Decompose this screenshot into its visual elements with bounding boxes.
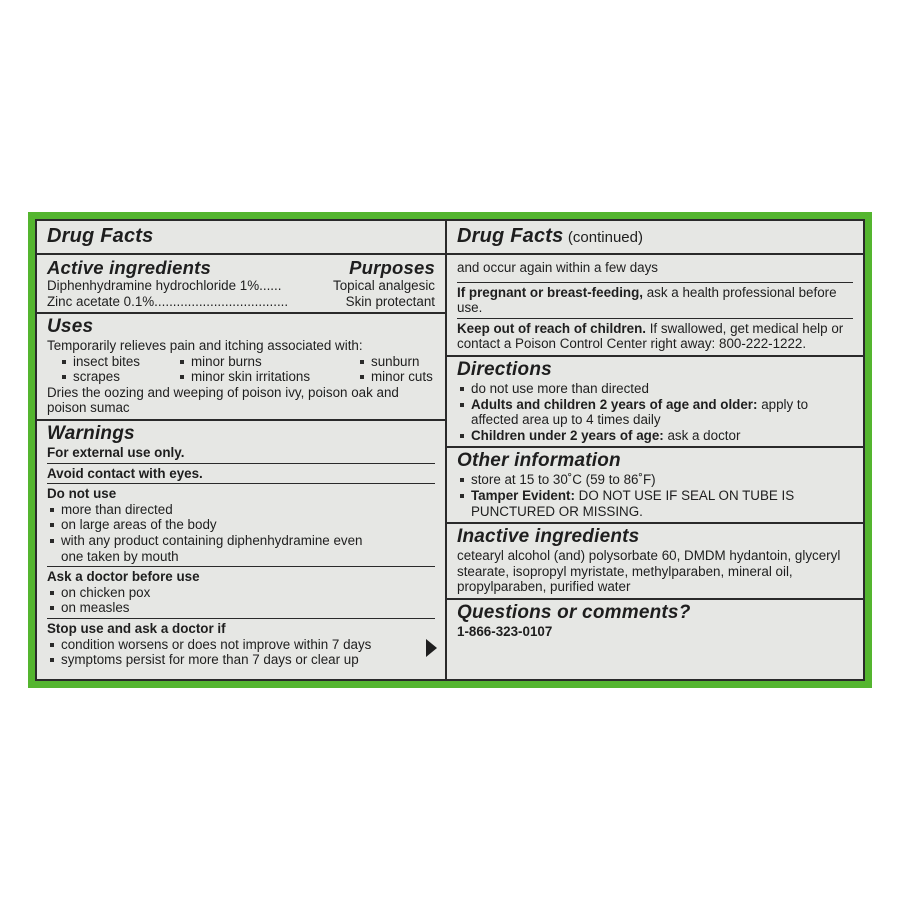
warning-item: on chicken pox bbox=[47, 585, 435, 601]
direction-item: Children under 2 years of age: ask a doctor bbox=[457, 428, 853, 444]
drug-facts-panel-left bbox=[35, 219, 447, 681]
children-warning: Keep out of reach of children. If swallowed, get medical help or contact a Poison Control Center right away: 800-222-1222. bbox=[457, 318, 853, 355]
drug-facts-panel-right bbox=[445, 219, 865, 681]
ask-doctor-group bbox=[47, 566, 435, 616]
other-information-section bbox=[447, 448, 863, 524]
warning-item: condition worsens or does not improve within 7 days bbox=[47, 637, 435, 653]
directions-section bbox=[447, 357, 863, 448]
active-ingredient-row: Diphenhydramine hydrochloride 1%...... Topical analgesic bbox=[47, 278, 435, 293]
other-info-item: Tamper Evident: DO NOT USE IF SEAL ON TUBE IS PUNCTURED OR MISSING. bbox=[457, 488, 853, 519]
uses-outro: Dries the oozing and weeping of poison ivy, poison oak and poison sumac bbox=[47, 384, 399, 416]
do-not-use-heading: Do not use bbox=[47, 486, 117, 502]
warning-item: more than directed bbox=[47, 502, 435, 518]
stop-use-group bbox=[47, 618, 435, 668]
use-item: minor burns bbox=[177, 354, 357, 370]
inactive-ingredients-heading: Inactive ingredients bbox=[457, 526, 640, 548]
active-ingredients-heading: Active ingredients bbox=[47, 257, 211, 278]
inactive-ingredients-text: cetearyl alcohol (and) polysorbate 60, DMDM hydantoin, glyceryl stearate, isopropyl myristate, methylparaben, mineral oil, propylparaben, purified water bbox=[457, 548, 841, 595]
external-use-warning: For external use only. bbox=[47, 445, 185, 460]
stop-use-heading: Stop use and ask a doctor if bbox=[47, 620, 226, 636]
warnings-section bbox=[37, 421, 445, 671]
use-item: minor cuts bbox=[357, 369, 435, 385]
eyes-warning: Avoid contact with eyes. bbox=[47, 463, 435, 482]
active-ingredients-section bbox=[37, 255, 445, 314]
directions-heading: Directions bbox=[457, 358, 552, 380]
questions-section bbox=[447, 600, 863, 643]
uses-list bbox=[47, 354, 435, 385]
warning-item: symptoms persist for more than 7 days or clear up bbox=[47, 652, 435, 668]
purposes-heading: Purposes bbox=[349, 257, 435, 278]
inactive-ingredients-section bbox=[447, 524, 863, 600]
other-information-heading: Other information bbox=[457, 450, 621, 472]
direction-item: Adults and children 2 years of age and older: apply to affected area up to 4 times daily bbox=[457, 397, 853, 428]
drug-facts-title: Drug Facts bbox=[457, 225, 564, 247]
use-item: minor skin irritations bbox=[177, 369, 357, 385]
use-item: insect bites bbox=[59, 354, 177, 370]
warning-item: on measles bbox=[47, 600, 435, 616]
active-ingredient-row: Zinc acetate 0.1%.................................... Skin protectant bbox=[47, 293, 435, 309]
continue-arrow-icon bbox=[426, 639, 437, 657]
continued-label: (continued) bbox=[567, 229, 643, 246]
other-info-item: store at 15 to 30˚C (59 to 86˚F) bbox=[457, 472, 853, 488]
do-not-use-group bbox=[47, 483, 435, 564]
drug-facts-continued-header bbox=[447, 221, 863, 255]
ask-doctor-heading: Ask a doctor before use bbox=[47, 569, 200, 585]
uses-section bbox=[37, 314, 445, 421]
uses-intro: Temporarily relieves pain and itching associated with: bbox=[47, 338, 363, 353]
warning-item: with any product containing diphenhydramine even one taken by mouth bbox=[47, 533, 435, 564]
use-item: sunburn bbox=[357, 354, 435, 370]
drug-facts-header bbox=[37, 221, 445, 255]
direction-item: do not use more than directed bbox=[457, 381, 853, 397]
use-item: scrapes bbox=[59, 369, 177, 385]
questions-heading: Questions or comments? bbox=[457, 601, 691, 623]
warnings-heading: Warnings bbox=[47, 423, 135, 444]
uses-heading: Uses bbox=[47, 316, 94, 337]
pregnancy-warning: If pregnant or breast-feeding, ask a health professional before use. bbox=[457, 282, 853, 316]
drug-facts-title: Drug Facts bbox=[47, 225, 154, 247]
questions-phone: 1-866-323-0107 bbox=[457, 623, 553, 639]
continued-text: and occur again within a few days bbox=[457, 260, 658, 275]
warnings-continued bbox=[447, 255, 863, 355]
warning-item: on large areas of the body bbox=[47, 517, 435, 533]
